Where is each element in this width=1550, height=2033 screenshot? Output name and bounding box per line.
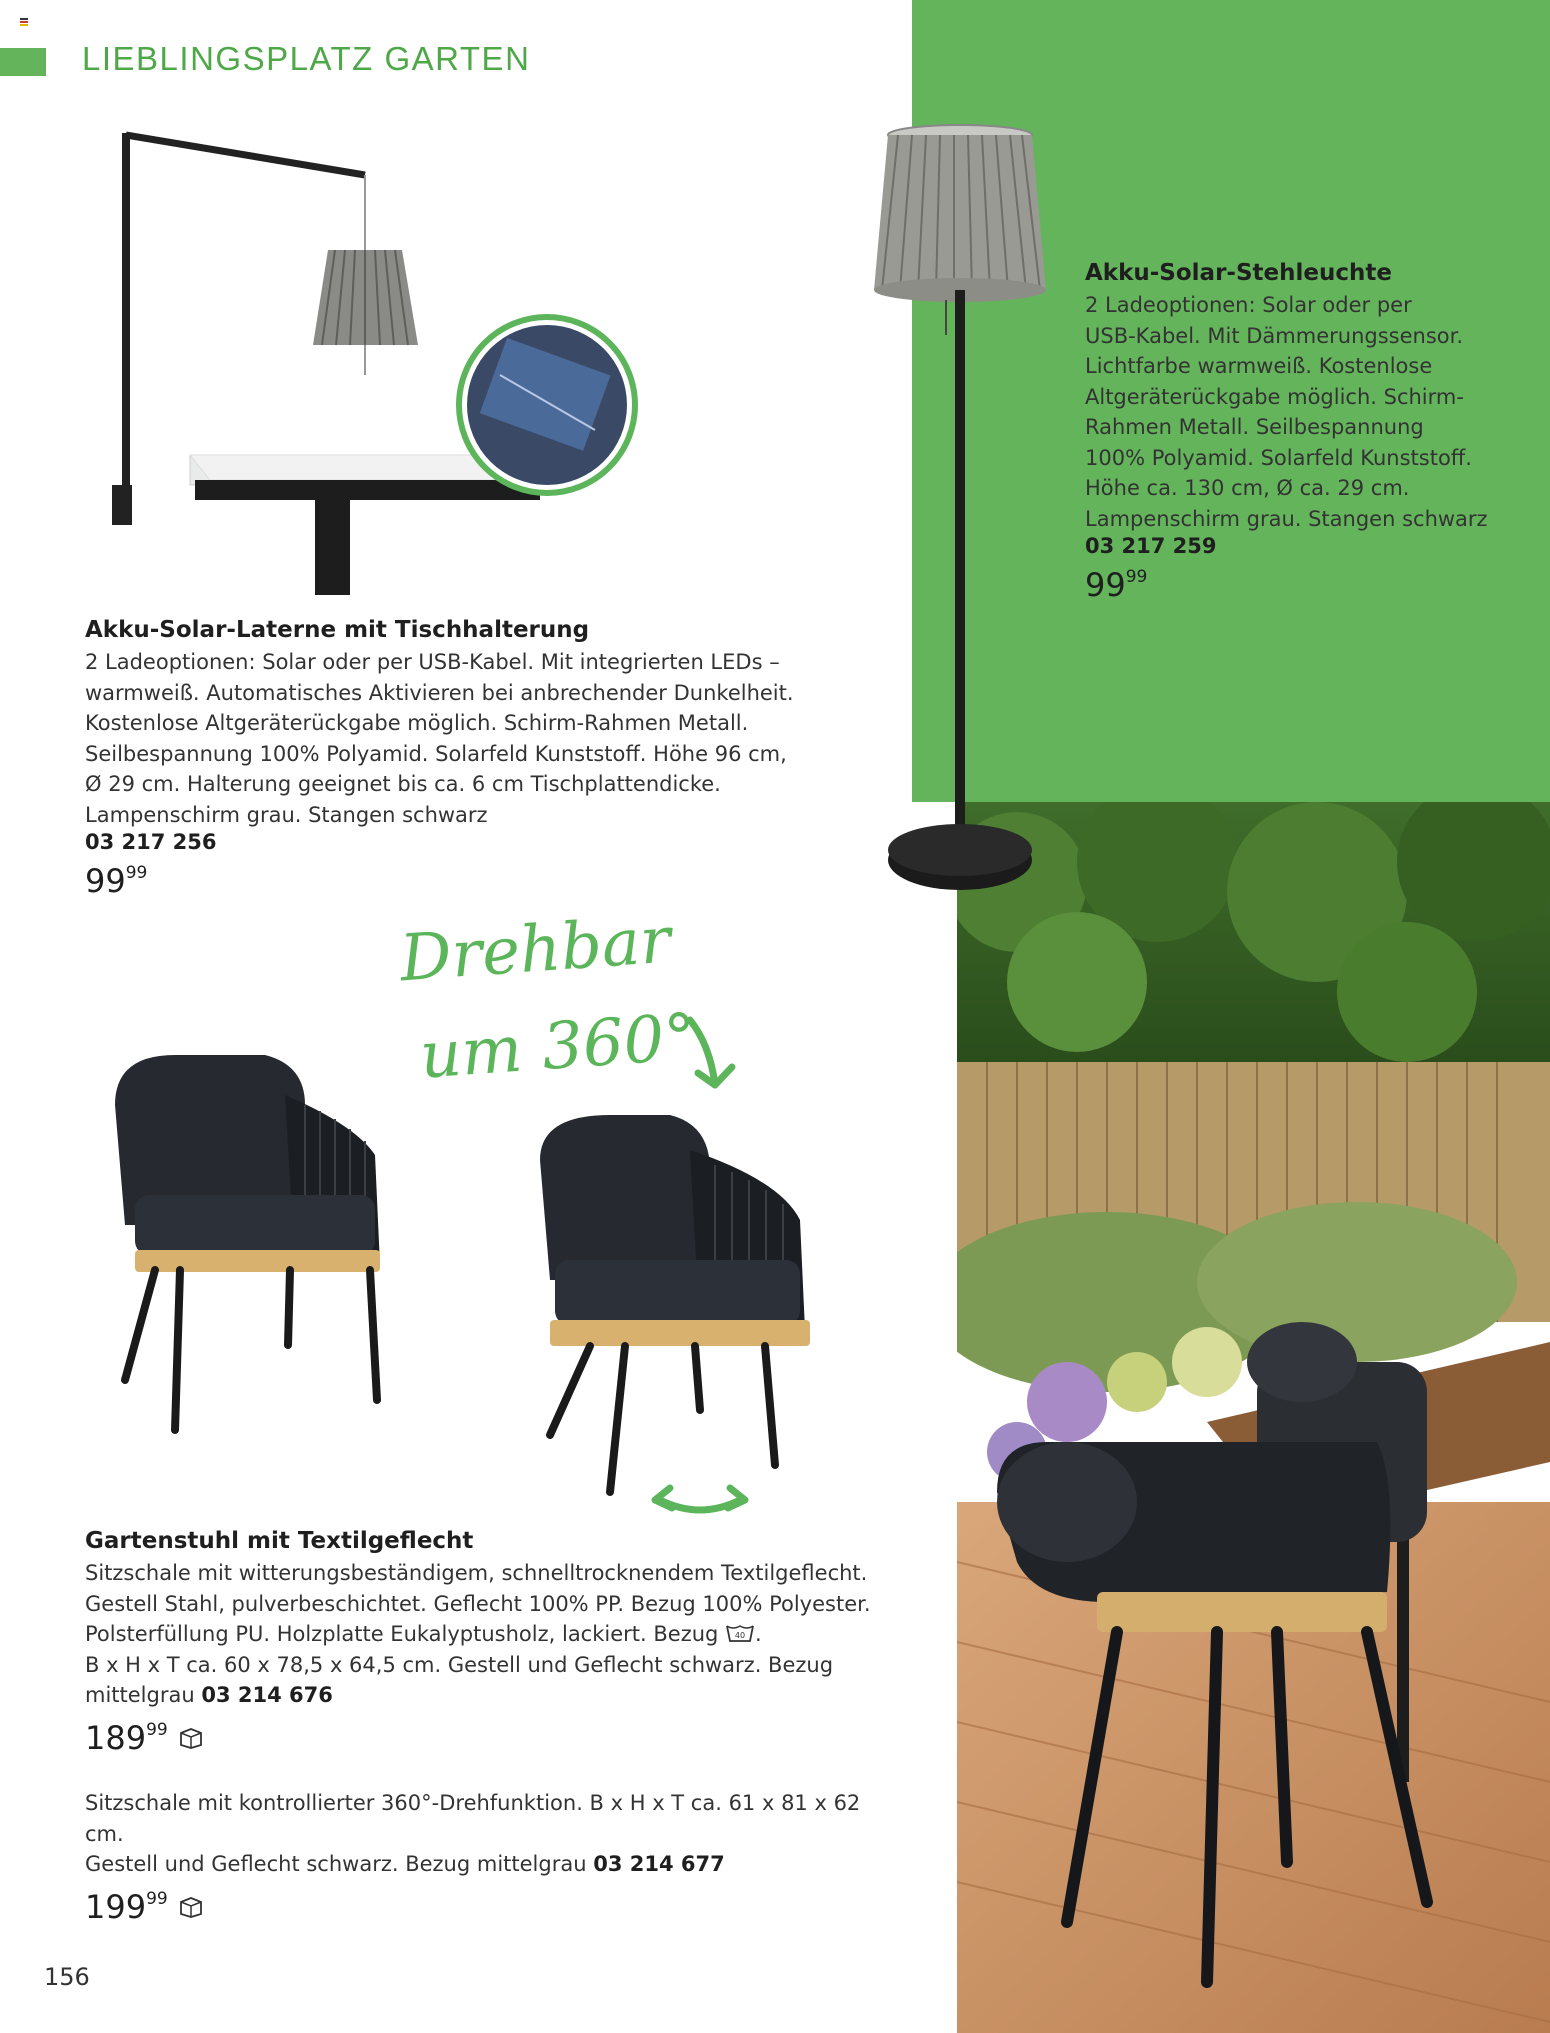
price-main: 99 — [85, 862, 126, 900]
price-main: 189 — [85, 1718, 147, 1757]
rotate-arrow-icon — [650, 1470, 750, 1530]
product-line-text: Polsterfüllung PU. Holzplatte Eukalyptusholz, lackiert. Bezug — [85, 1622, 719, 1646]
price-cents: 99 — [146, 1888, 168, 1909]
garden-scene-illustration — [957, 802, 1550, 2033]
product-line: Polsterfüllung PU. Holzplatte Eukalyptusholz, lackiert. Bezug 40 . — [85, 1622, 762, 1646]
wash-temperature: 40 — [734, 1631, 746, 1640]
callout-line2: um 360° — [417, 1000, 699, 1094]
product-line: 2 Ladeoptionen: Solar oder per — [1085, 293, 1412, 317]
product-line — [85, 1680, 905, 1711]
product-line: Lampenschirm grau. Stangen schwarz — [1085, 506, 1488, 531]
product-line: Sitzschale mit witterungsbeständigem, schnelltrocknendem Textilgeflecht. — [85, 1561, 868, 1585]
product-line-text: Gestell und Geflecht schwarz. Bezug mittelgrau — [85, 1852, 587, 1876]
callout-line1: Drehbar — [397, 903, 673, 997]
product-line-text: mittelgrau — [85, 1683, 195, 1707]
parcel-icon — [178, 1896, 204, 1918]
laterne-image — [100, 125, 650, 595]
price-cents: 99 — [146, 1719, 168, 1740]
product-line: Altgeräterückgabe möglich. Schirm- — [1085, 384, 1464, 409]
product-line: Kostenlose Altgeräterückgabe möglich. Schirm-Rahmen Metall. — [85, 711, 749, 735]
product-sku: 03 214 676 — [201, 1683, 333, 1707]
price-cents: 99 — [1125, 567, 1148, 587]
product-line: 100% Polyamid. Solarfeld Kunststoff. — [1085, 445, 1472, 470]
product-line: B x H x T ca. 60 x 78,5 x 64,5 cm. Gestell und Geflecht schwarz. Bezug — [85, 1652, 834, 1677]
product-line: Lichtfarbe warmweiß. Kostenlose — [1085, 354, 1433, 378]
price-cents: 99 — [125, 863, 148, 883]
product-title: Akku-Solar-Laterne mit Tischhalterung — [85, 617, 590, 643]
flag-icon — [20, 18, 28, 26]
parcel-icon — [178, 1727, 204, 1749]
product-line: warmweiß. Automatisches Aktivieren bei anbrechender Dunkelheit. — [85, 680, 794, 705]
drehstuhl-image — [520, 1110, 820, 1530]
gartenstuhl-image — [105, 1045, 395, 1445]
product-drehstuhl — [85, 1788, 905, 1926]
product-line: Sitzschale mit kontrollierter 360°-Drehfunktion. B x H x T ca. 61 x 81 x 62 cm. — [85, 1791, 861, 1846]
garden-photo — [957, 802, 1550, 2033]
product-sku: 03 214 677 — [593, 1852, 725, 1876]
price-main: 199 — [85, 1887, 147, 1926]
product-line: Gestell Stahl, pulverbeschichtet. Geflecht 100% PP. Bezug 100% Polyester. — [85, 1591, 871, 1616]
page-number: 156 — [44, 1963, 90, 1991]
product-laterne — [85, 617, 805, 900]
product-line: Rahmen Metall. Seilbespannung — [1085, 415, 1424, 439]
product-line: USB-Kabel. Mit Dämmerungssensor. — [1085, 323, 1463, 348]
product-price — [85, 862, 147, 900]
product-price — [1085, 566, 1147, 604]
price-main: 99 — [1085, 566, 1126, 604]
wash-symbol-icon — [725, 1623, 755, 1643]
product-title: Akku-Solar-Stehleuchte — [1085, 260, 1392, 286]
product-sku: 03 217 256 — [85, 830, 217, 854]
product-price — [85, 1719, 204, 1757]
product-price — [85, 1888, 204, 1926]
product-line — [85, 1849, 905, 1880]
product-title: Gartenstuhl mit Textilgeflecht — [85, 1528, 474, 1554]
page-title: LIEBLINGSPLATZ GARTEN — [82, 40, 531, 77]
product-sku: 03 217 259 — [1085, 534, 1217, 558]
product-line: Lampenschirm grau. Stangen schwarz — [85, 802, 488, 827]
product-line: Ø 29 cm. Halterung geeignet bis ca. 6 cm Tischplattendicke. — [85, 772, 721, 796]
product-line: Seilbespannung 100% Polyamid. Solarfeld Kunststoff. Höhe 96 cm, — [85, 741, 787, 766]
stehleuchte-image — [860, 120, 1060, 900]
product-gartenstuhl — [85, 1528, 905, 1757]
product-line: Höhe ca. 130 cm, Ø ca. 29 cm. — [1085, 476, 1410, 500]
header-accent-bar — [0, 48, 46, 76]
product-stehleuchte — [1085, 260, 1525, 604]
product-line: 2 Ladeoptionen: Solar oder per USB-Kabel. Mit integrierten LEDs – — [85, 650, 780, 674]
